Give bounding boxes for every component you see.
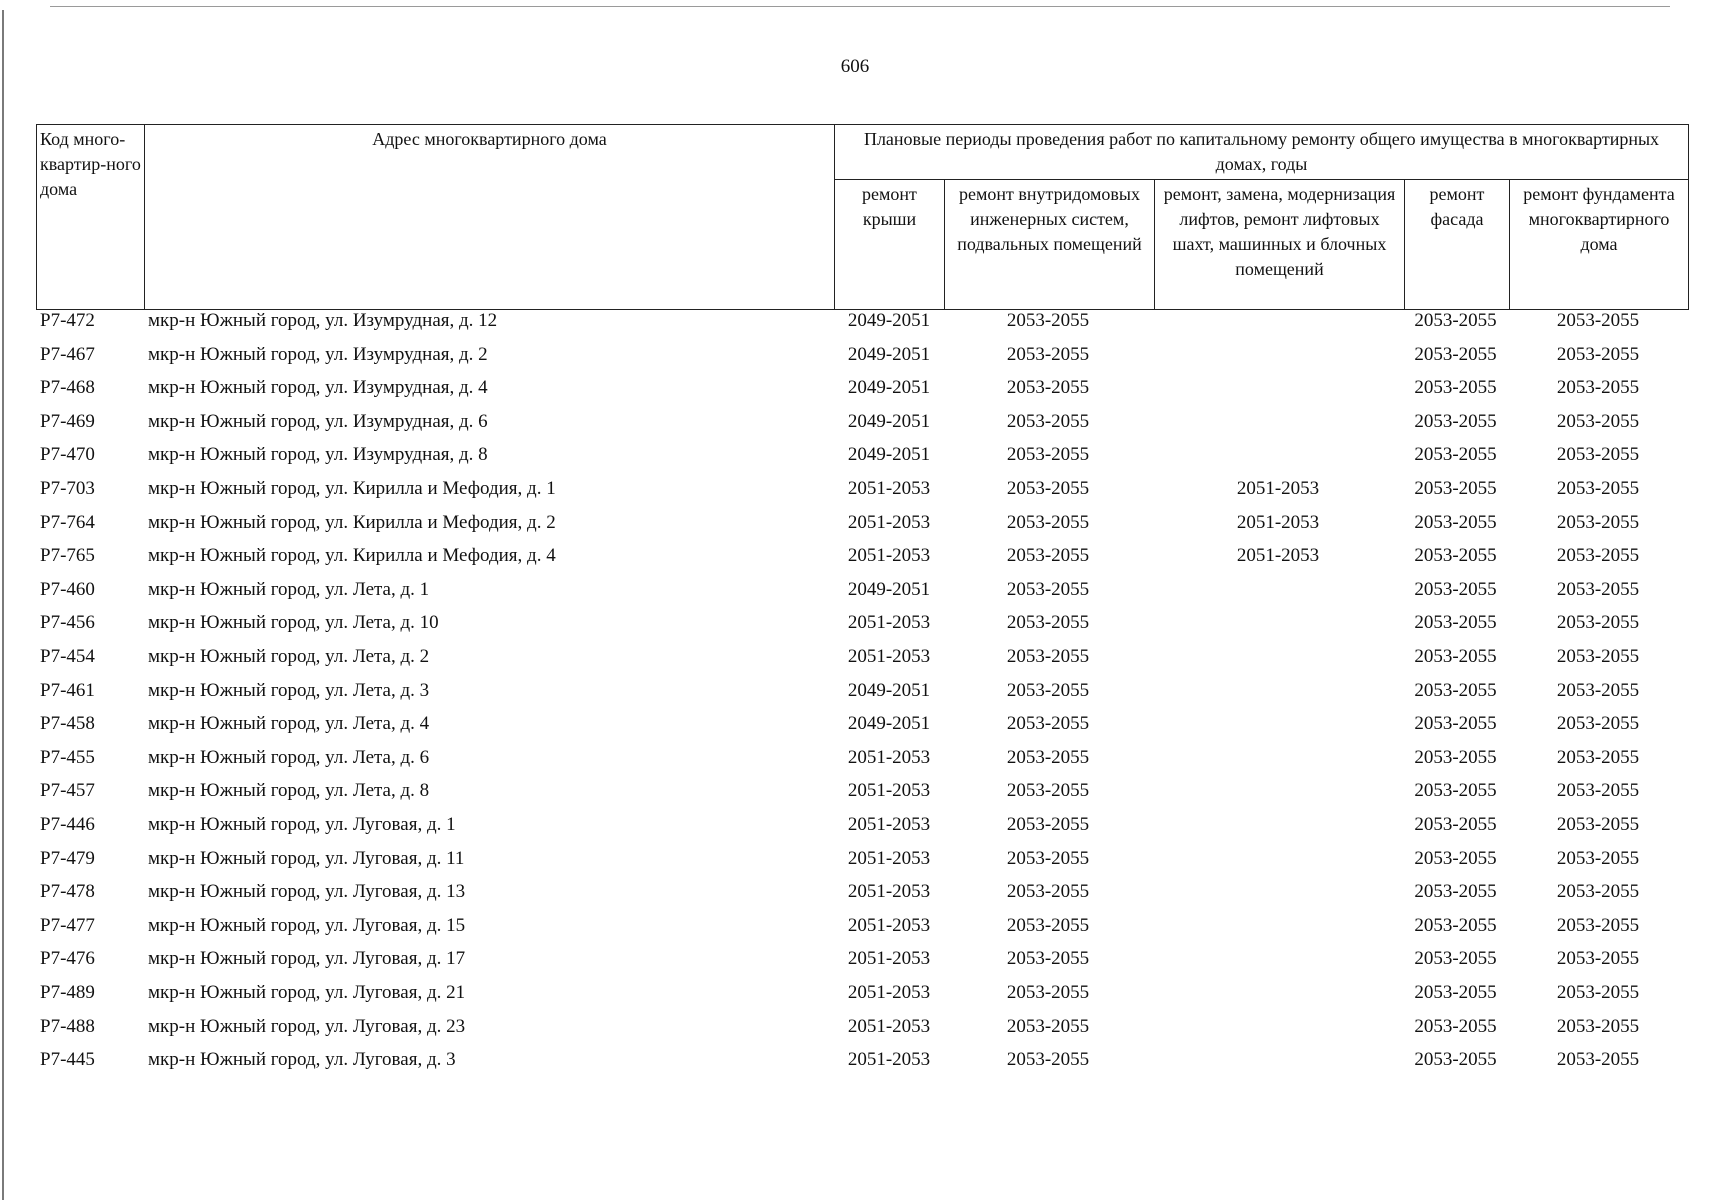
table-row — [0, 642, 1710, 672]
cell-facade: 2053-2055 — [1414, 444, 1497, 466]
cell-engineering: 2053-2055 — [1006, 847, 1090, 869]
cell-roof: 2049-2051 — [847, 310, 931, 331]
cell-code: Р7-470 — [40, 444, 95, 466]
cell-roof: 2051-2053 — [847, 478, 931, 499]
cell-engineering: 2053-2055 — [1006, 343, 1090, 365]
cell-facade: 2053-2055 — [1414, 814, 1497, 835]
cell-foundation: 2053-2055 — [1556, 780, 1640, 802]
cell-code: Р7-469 — [40, 410, 95, 432]
cell-roof: 2051-2053 — [847, 814, 931, 835]
table-row — [0, 306, 1710, 336]
cell-facade: 2053-2055 — [1414, 982, 1497, 1003]
cell-roof: 2051-2053 — [847, 881, 931, 903]
cell-address: мкр-н Южный город, ул. Изумрудная, д. 8 — [148, 444, 488, 466]
cell-address: мкр-н Южный город, ул. Изумрудная, д. 6 — [148, 410, 488, 432]
cell-code: Р7-489 — [40, 982, 95, 1003]
cell-engineering: 2053-2055 — [1006, 881, 1090, 903]
cell-facade: 2053-2055 — [1414, 310, 1497, 331]
cell-roof: 2051-2053 — [847, 847, 931, 869]
table-row — [0, 810, 1710, 840]
table-row — [0, 877, 1710, 907]
cell-roof: 2049-2051 — [847, 410, 931, 432]
cell-code: Р7-458 — [40, 713, 95, 735]
cell-foundation: 2053-2055 — [1556, 478, 1640, 499]
cell-address: мкр-н Южный город, ул. Кирилла и Мефодия, д. 4 — [148, 545, 556, 567]
cell-code: Р7-456 — [40, 612, 95, 634]
cell-engineering: 2053-2055 — [1006, 1015, 1090, 1037]
cell-foundation: 2053-2055 — [1556, 847, 1640, 869]
cell-engineering: 2053-2055 — [1006, 545, 1090, 567]
cell-roof: 2049-2051 — [847, 578, 931, 600]
cell-code: Р7-467 — [40, 343, 95, 365]
table-row — [0, 709, 1710, 739]
table-row — [0, 911, 1710, 941]
cell-code: Р7-488 — [40, 1015, 95, 1037]
cell-facade: 2053-2055 — [1414, 713, 1497, 735]
cell-lifts: 2051-2053 — [1236, 511, 1320, 533]
table-header — [36, 124, 1689, 310]
cell-address: мкр-н Южный город, ул. Изумрудная, д. 2 — [148, 343, 488, 365]
cell-facade: 2053-2055 — [1414, 746, 1497, 768]
cell-roof: 2051-2053 — [847, 511, 931, 533]
cell-foundation: 2053-2055 — [1556, 612, 1640, 634]
cell-roof: 2051-2053 — [847, 1015, 931, 1037]
cell-address: мкр-н Южный город, ул. Изумрудная, д. 4 — [148, 377, 488, 399]
cell-address: мкр-н Южный город, ул. Лета, д. 2 — [148, 646, 430, 667]
cell-facade: 2053-2055 — [1414, 377, 1497, 399]
cell-roof: 2051-2053 — [847, 746, 931, 768]
cell-engineering: 2053-2055 — [1006, 914, 1090, 936]
header-code: Код много-квартир-ного дома — [37, 125, 145, 310]
cell-facade: 2053-2055 — [1414, 847, 1497, 869]
header-facade: ремонт фасада — [1405, 180, 1510, 310]
cell-address: мкр-н Южный город, ул. Лета, д. 1 — [148, 578, 430, 600]
cell-address: мкр-н Южный город, ул. Луговая, д. 3 — [148, 1049, 456, 1071]
cell-facade: 2053-2055 — [1414, 1049, 1497, 1071]
cell-code: Р7-461 — [40, 679, 95, 701]
cell-address: мкр-н Южный город, ул. Луговая, д. 15 — [148, 914, 466, 936]
cell-foundation: 2053-2055 — [1556, 814, 1640, 835]
cell-code: Р7-457 — [40, 780, 95, 802]
header-engineering: ремонт внутридомовых инженерных систем, подвальных помещений — [945, 180, 1155, 310]
cell-roof: 2049-2051 — [847, 679, 931, 701]
cell-foundation: 2053-2055 — [1556, 410, 1640, 432]
cell-engineering: 2053-2055 — [1006, 377, 1090, 399]
cell-roof: 2051-2053 — [847, 914, 931, 936]
cell-engineering: 2053-2055 — [1006, 646, 1090, 667]
cell-address: мкр-н Южный город, ул. Луговая, д. 23 — [148, 1015, 466, 1037]
cell-engineering: 2053-2055 — [1006, 478, 1090, 499]
cell-address: мкр-н Южный город, ул. Луговая, д. 17 — [148, 948, 466, 970]
cell-roof: 2051-2053 — [847, 646, 931, 667]
cell-foundation: 2053-2055 — [1556, 578, 1640, 600]
cell-code: Р7-460 — [40, 578, 95, 600]
cell-address: мкр-н Южный город, ул. Изумрудная, д. 12 — [148, 310, 498, 331]
cell-facade: 2053-2055 — [1414, 578, 1497, 600]
cell-foundation: 2053-2055 — [1556, 545, 1640, 567]
cell-code: Р7-454 — [40, 646, 95, 667]
cell-roof: 2049-2051 — [847, 343, 931, 365]
cell-facade: 2053-2055 — [1414, 948, 1497, 970]
cell-engineering: 2053-2055 — [1006, 814, 1090, 835]
cell-code: Р7-476 — [40, 948, 95, 970]
cell-facade: 2053-2055 — [1414, 1015, 1497, 1037]
cell-facade: 2053-2055 — [1414, 646, 1497, 667]
cell-foundation: 2053-2055 — [1556, 713, 1640, 735]
cell-code: Р7-445 — [40, 1049, 95, 1071]
header-address: Адрес многоквартирного дома — [145, 125, 835, 310]
cell-facade: 2053-2055 — [1414, 343, 1497, 365]
cell-code: Р7-446 — [40, 814, 95, 835]
table-row — [0, 474, 1710, 504]
cell-code: Р7-478 — [40, 881, 95, 903]
cell-facade: 2053-2055 — [1414, 914, 1497, 936]
cell-roof: 2051-2053 — [847, 780, 931, 802]
table-row — [0, 1045, 1710, 1075]
cell-code: Р7-477 — [40, 914, 95, 936]
cell-foundation: 2053-2055 — [1556, 679, 1640, 701]
cell-foundation: 2053-2055 — [1556, 982, 1640, 1003]
cell-facade: 2053-2055 — [1414, 612, 1497, 634]
header-foundation: ремонт фундамента многоквартирного дома — [1510, 180, 1689, 310]
table-row — [0, 676, 1710, 706]
cell-engineering: 2053-2055 — [1006, 310, 1090, 331]
header-roof: ремонт крыши — [835, 180, 945, 310]
cell-roof: 2049-2051 — [847, 713, 931, 735]
cell-address: мкр-н Южный город, ул. Лета, д. 3 — [148, 679, 430, 701]
table-row — [0, 944, 1710, 974]
header-lifts: ремонт, замена, модернизация лифтов, ремонт лифтовых шахт, машинных и блочных помещений — [1155, 180, 1405, 310]
cell-lifts: 2051-2053 — [1236, 545, 1320, 567]
cell-address: мкр-н Южный город, ул. Лета, д. 4 — [148, 713, 430, 735]
page-number: 606 — [840, 56, 870, 77]
table-row — [0, 844, 1710, 874]
table-row — [0, 373, 1710, 403]
header-periods-group: Плановые периоды проведения работ по капитальному ремонту общего имущества в многоквартирных домах, годы — [835, 125, 1689, 180]
cell-roof: 2049-2051 — [847, 444, 931, 466]
scan-edge-top — [50, 6, 1670, 7]
cell-engineering: 2053-2055 — [1006, 780, 1090, 802]
cell-foundation: 2053-2055 — [1556, 377, 1640, 399]
cell-roof: 2051-2053 — [847, 612, 931, 634]
cell-foundation: 2053-2055 — [1556, 444, 1640, 466]
cell-facade: 2053-2055 — [1414, 478, 1497, 499]
cell-code: Р7-703 — [40, 478, 95, 499]
cell-address: мкр-н Южный город, ул. Лета, д. 8 — [148, 780, 430, 802]
cell-facade: 2053-2055 — [1414, 881, 1497, 903]
cell-engineering: 2053-2055 — [1006, 1049, 1090, 1071]
table-row — [0, 541, 1710, 571]
table-row — [0, 1012, 1710, 1042]
cell-engineering: 2053-2055 — [1006, 511, 1090, 533]
table-row — [0, 776, 1710, 806]
cell-engineering: 2053-2055 — [1006, 679, 1090, 701]
cell-address: мкр-н Южный город, ул. Кирилла и Мефодия, д. 1 — [148, 478, 556, 499]
table-row — [0, 440, 1710, 470]
cell-code: Р7-764 — [40, 511, 95, 533]
cell-engineering: 2053-2055 — [1006, 444, 1090, 466]
cell-engineering: 2053-2055 — [1006, 410, 1090, 432]
cell-engineering: 2053-2055 — [1006, 578, 1090, 600]
cell-foundation: 2053-2055 — [1556, 914, 1640, 936]
cell-roof: 2051-2053 — [847, 948, 931, 970]
cell-engineering: 2053-2055 — [1006, 948, 1090, 970]
cell-address: мкр-н Южный город, ул. Кирилла и Мефодия, д. 2 — [148, 511, 556, 533]
cell-code: Р7-468 — [40, 377, 95, 399]
cell-facade: 2053-2055 — [1414, 511, 1497, 533]
cell-foundation: 2053-2055 — [1556, 343, 1640, 365]
cell-foundation: 2053-2055 — [1556, 881, 1640, 903]
cell-engineering: 2053-2055 — [1006, 982, 1090, 1003]
cell-foundation: 2053-2055 — [1556, 1049, 1640, 1071]
cell-facade: 2053-2055 — [1414, 679, 1497, 701]
cell-engineering: 2053-2055 — [1006, 612, 1090, 634]
cell-code: Р7-455 — [40, 746, 95, 768]
cell-roof: 2051-2053 — [847, 545, 931, 567]
cell-facade: 2053-2055 — [1414, 410, 1497, 432]
cell-engineering: 2053-2055 — [1006, 713, 1090, 735]
cell-address: мкр-н Южный город, ул. Лета, д. 6 — [148, 746, 430, 768]
cell-engineering: 2053-2055 — [1006, 746, 1090, 768]
cell-foundation: 2053-2055 — [1556, 1015, 1640, 1037]
table-row — [0, 340, 1710, 370]
cell-foundation: 2053-2055 — [1556, 511, 1640, 533]
table-row — [0, 978, 1710, 1008]
cell-address: мкр-н Южный город, ул. Луговая, д. 11 — [148, 847, 465, 869]
cell-facade: 2053-2055 — [1414, 780, 1497, 802]
cell-facade: 2053-2055 — [1414, 545, 1497, 567]
table-row — [0, 508, 1710, 538]
table-row — [0, 743, 1710, 773]
cell-code: Р7-765 — [40, 545, 95, 567]
cell-code: Р7-472 — [40, 310, 95, 331]
cell-roof: 2051-2053 — [847, 982, 931, 1003]
cell-lifts: 2051-2053 — [1236, 478, 1320, 499]
cell-foundation: 2053-2055 — [1556, 310, 1640, 331]
cell-foundation: 2053-2055 — [1556, 746, 1640, 768]
cell-address: мкр-н Южный город, ул. Луговая, д. 21 — [148, 982, 466, 1003]
table-row — [0, 575, 1710, 605]
cell-foundation: 2053-2055 — [1556, 646, 1640, 667]
cell-address: мкр-н Южный город, ул. Луговая, д. 13 — [148, 881, 466, 903]
cell-code: Р7-479 — [40, 847, 95, 869]
cell-address: мкр-н Южный город, ул. Луговая, д. 1 — [148, 814, 456, 835]
cell-address: мкр-н Южный город, ул. Лета, д. 10 — [148, 612, 439, 634]
table-row — [0, 608, 1710, 638]
cell-roof: 2051-2053 — [847, 1049, 931, 1071]
cell-roof: 2049-2051 — [847, 377, 931, 399]
table-row — [0, 407, 1710, 437]
cell-foundation: 2053-2055 — [1556, 948, 1640, 970]
